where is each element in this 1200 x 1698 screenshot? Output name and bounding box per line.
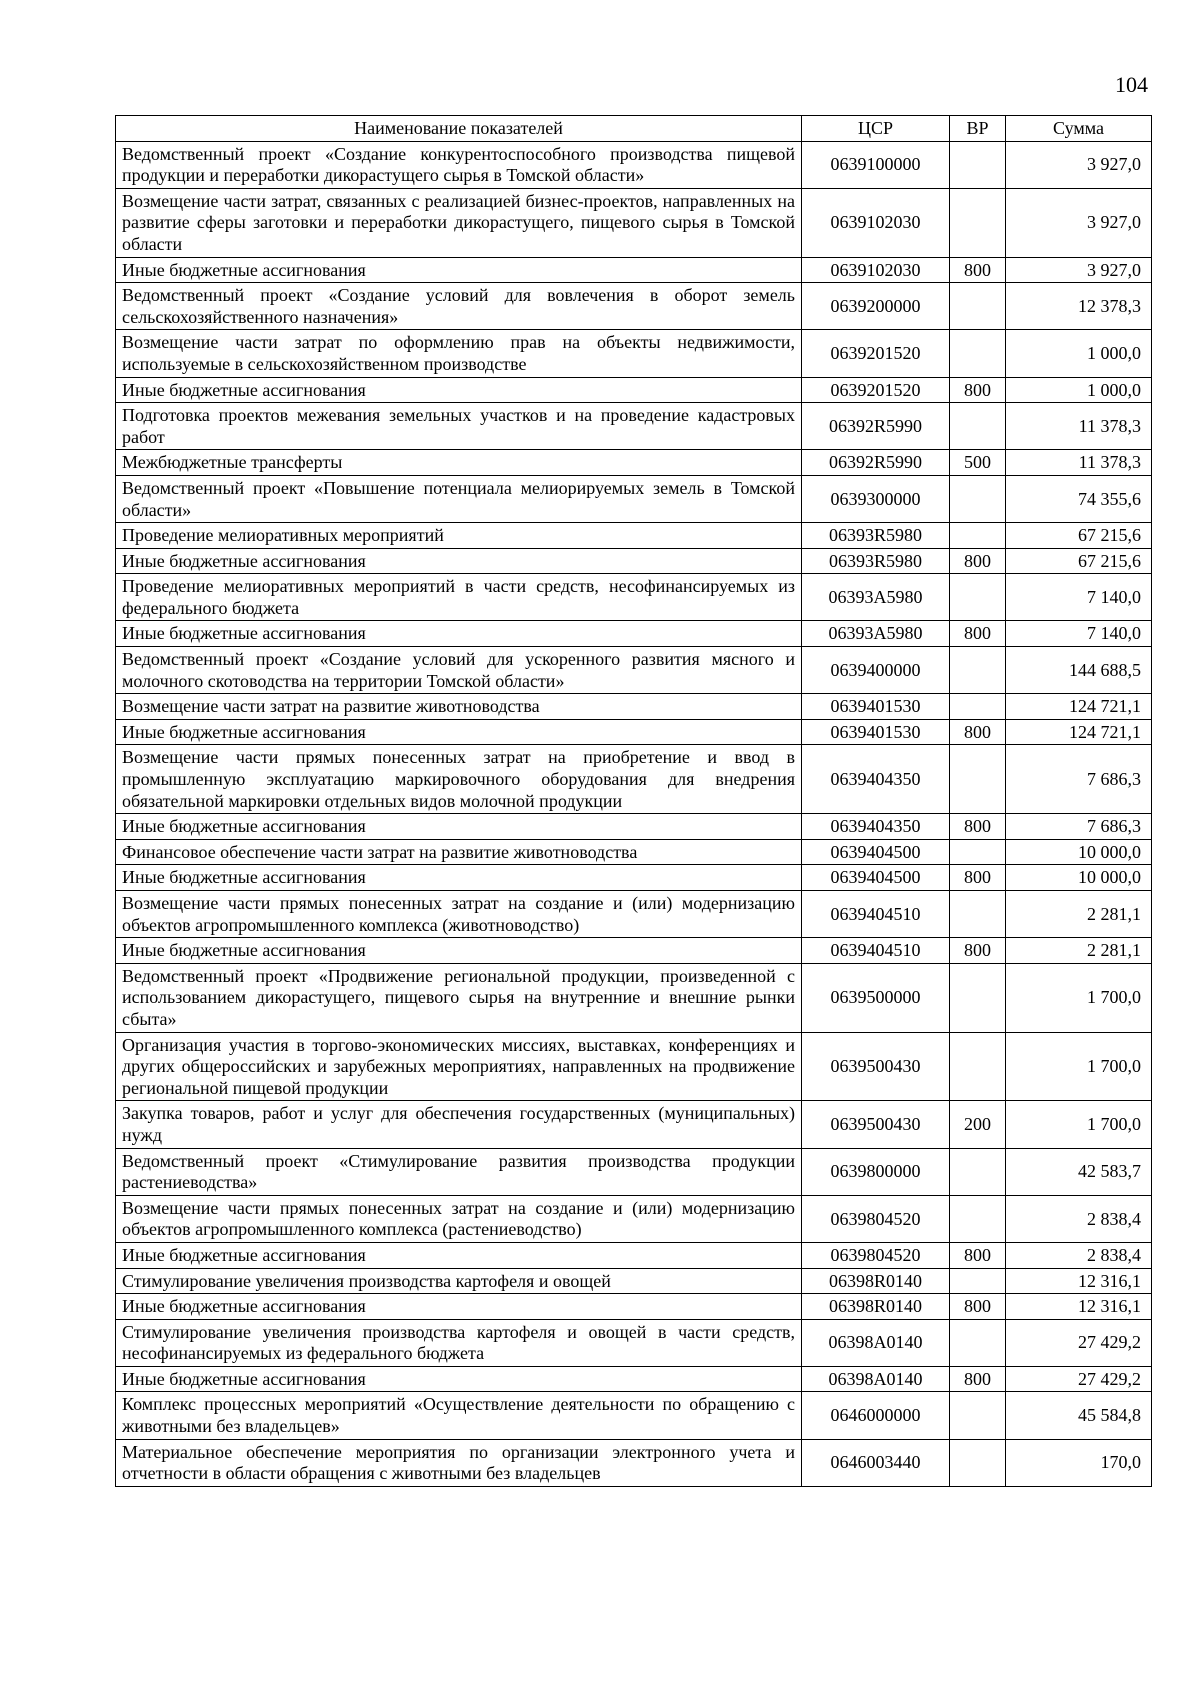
- header-sum: Сумма: [1006, 116, 1152, 142]
- row-sum-cell: 45 584,8: [1006, 1392, 1152, 1439]
- row-name-cell: Межбюджетные трансферты: [116, 450, 802, 476]
- row-name-cell: Финансовое обеспечение части затрат на развитие животноводства: [116, 839, 802, 865]
- row-name-cell: Стимулирование увеличения производства картофеля и овощей в части средств, несофинансируемых из федерального бюджета: [116, 1319, 802, 1366]
- table-row: [116, 865, 1152, 891]
- row-sum-cell: 42 583,7: [1006, 1148, 1152, 1195]
- row-vr-cell: 800: [950, 814, 1006, 840]
- row-csr-cell: 06392R5990: [802, 403, 950, 450]
- row-sum-cell: 2 281,1: [1006, 938, 1152, 964]
- row-sum-cell: 1 000,0: [1006, 377, 1152, 403]
- row-sum-cell: 74 355,6: [1006, 475, 1152, 522]
- table-row: [116, 963, 1152, 1032]
- row-vr-cell: [950, 1195, 1006, 1242]
- row-sum-cell: 3 927,0: [1006, 141, 1152, 188]
- row-vr-cell: [950, 647, 1006, 694]
- table-row: [116, 694, 1152, 720]
- row-sum-cell: 124 721,1: [1006, 719, 1152, 745]
- row-sum-cell: 27 429,2: [1006, 1366, 1152, 1392]
- row-csr-cell: 0639500430: [802, 1101, 950, 1148]
- table-row: [116, 814, 1152, 840]
- row-name-cell: Проведение мелиоративных мероприятий: [116, 523, 802, 549]
- row-vr-cell: 800: [950, 719, 1006, 745]
- table-row: [116, 1148, 1152, 1195]
- table-row: [116, 621, 1152, 647]
- table-row: [116, 257, 1152, 283]
- row-csr-cell: 0639100000: [802, 141, 950, 188]
- row-name-cell: Иные бюджетные ассигнования: [116, 257, 802, 283]
- row-name-cell: Материальное обеспечение мероприятия по организации электронного учета и отчетности в области обращения с животными без владельцев: [116, 1439, 802, 1486]
- row-name-cell: Организация участия в торгово-экономических миссиях, выставках, конференциях и других общероссийских и зарубежных мероприятиях, направленных на продвижение региональной пищевой продукции: [116, 1032, 802, 1101]
- row-vr-cell: [950, 403, 1006, 450]
- header-name: Наименование показателей: [116, 116, 802, 142]
- row-name-cell: Подготовка проектов межевания земельных участков и на проведение кадастровых работ: [116, 403, 802, 450]
- row-vr-cell: [950, 839, 1006, 865]
- row-sum-cell: 10 000,0: [1006, 839, 1152, 865]
- row-csr-cell: 0639201520: [802, 330, 950, 377]
- row-name-cell: Иные бюджетные ассигнования: [116, 621, 802, 647]
- row-sum-cell: 7 140,0: [1006, 574, 1152, 621]
- row-name-cell: Иные бюджетные ассигнования: [116, 1294, 802, 1320]
- row-sum-cell: 11 378,3: [1006, 403, 1152, 450]
- row-vr-cell: [950, 694, 1006, 720]
- row-vr-cell: 800: [950, 377, 1006, 403]
- table-row: [116, 188, 1152, 257]
- header-csr: ЦСР: [802, 116, 950, 142]
- row-vr-cell: [950, 1319, 1006, 1366]
- table-row: [116, 283, 1152, 330]
- row-csr-cell: 0639401530: [802, 719, 950, 745]
- table-row: [116, 450, 1152, 476]
- row-sum-cell: 7 686,3: [1006, 814, 1152, 840]
- row-sum-cell: 1 700,0: [1006, 963, 1152, 1032]
- row-sum-cell: 2 838,4: [1006, 1242, 1152, 1268]
- row-sum-cell: 7 140,0: [1006, 621, 1152, 647]
- row-sum-cell: 170,0: [1006, 1439, 1152, 1486]
- table-row: [116, 719, 1152, 745]
- row-sum-cell: 1 700,0: [1006, 1032, 1152, 1101]
- row-vr-cell: [950, 188, 1006, 257]
- row-name-cell: Ведомственный проект «Создание условий для вовлечения в оборот земель сельскохозяйственного назначения»: [116, 283, 802, 330]
- row-name-cell: Возмещение части прямых понесенных затрат на приобретение и ввод в промышленную эксплуатацию маркировочного оборудования для внедрения обязательной маркировки отдельных видов молочной продукции: [116, 745, 802, 814]
- row-vr-cell: 800: [950, 1242, 1006, 1268]
- row-csr-cell: 06392R5990: [802, 450, 950, 476]
- row-name-cell: Ведомственный проект «Создание условий для ускоренного развития мясного и молочного скотоводства на территории Томской области»: [116, 647, 802, 694]
- row-sum-cell: 12 316,1: [1006, 1294, 1152, 1320]
- row-sum-cell: 3 927,0: [1006, 257, 1152, 283]
- table-row: [116, 1268, 1152, 1294]
- table-row: [116, 330, 1152, 377]
- row-csr-cell: 0639400000: [802, 647, 950, 694]
- row-vr-cell: [950, 1268, 1006, 1294]
- row-name-cell: Возмещение части затрат по оформлению прав на объекты недвижимости, используемые в сельскохозяйственном производстве: [116, 330, 802, 377]
- row-sum-cell: 12 316,1: [1006, 1268, 1152, 1294]
- row-name-cell: Возмещение части прямых понесенных затрат на создание и (или) модернизацию объектов агропромышленного комплекса (животноводство): [116, 891, 802, 938]
- table-row: [116, 647, 1152, 694]
- table-row: [116, 891, 1152, 938]
- table-row: [116, 839, 1152, 865]
- row-csr-cell: 0639404500: [802, 865, 950, 891]
- table-row: [116, 1195, 1152, 1242]
- row-name-cell: Ведомственный проект «Стимулирование развития производства продукции растениеводства»: [116, 1148, 802, 1195]
- row-name-cell: Иные бюджетные ассигнования: [116, 1366, 802, 1392]
- row-csr-cell: 0639404510: [802, 938, 950, 964]
- row-csr-cell: 0646003440: [802, 1439, 950, 1486]
- row-name-cell: Ведомственный проект «Повышение потенциала мелиорируемых земель в Томской области»: [116, 475, 802, 522]
- row-csr-cell: 0639401530: [802, 694, 950, 720]
- row-csr-cell: 06398R0140: [802, 1268, 950, 1294]
- row-name-cell: Проведение мелиоративных мероприятий в части средств, несофинансируемых из федерального бюджета: [116, 574, 802, 621]
- row-sum-cell: 10 000,0: [1006, 865, 1152, 891]
- row-name-cell: Стимулирование увеличения производства картофеля и овощей: [116, 1268, 802, 1294]
- row-sum-cell: 67 215,6: [1006, 523, 1152, 549]
- row-vr-cell: 800: [950, 1366, 1006, 1392]
- table-row: [116, 475, 1152, 522]
- row-csr-cell: 06393A5980: [802, 574, 950, 621]
- table-header-row: [116, 116, 1152, 142]
- table-row: [116, 377, 1152, 403]
- table-row: [116, 1392, 1152, 1439]
- table-row: [116, 523, 1152, 549]
- page-number: 104: [1115, 72, 1148, 97]
- row-csr-cell: 0639102030: [802, 188, 950, 257]
- table-row: [116, 1319, 1152, 1366]
- table-row: [116, 574, 1152, 621]
- row-name-cell: Возмещение части затрат, связанных с реализацией бизнес-проектов, направленных на развитие сферы заготовки и переработки дикорастущего, пищевого сырья в Томской области: [116, 188, 802, 257]
- row-sum-cell: 12 378,3: [1006, 283, 1152, 330]
- row-csr-cell: 0639404500: [802, 839, 950, 865]
- row-csr-cell: 0639404350: [802, 745, 950, 814]
- row-name-cell: Иные бюджетные ассигнования: [116, 548, 802, 574]
- row-vr-cell: 800: [950, 621, 1006, 647]
- row-sum-cell: 27 429,2: [1006, 1319, 1152, 1366]
- table-row: [116, 141, 1152, 188]
- table-row: [116, 1366, 1152, 1392]
- row-sum-cell: 11 378,3: [1006, 450, 1152, 476]
- row-csr-cell: 06398A0140: [802, 1366, 950, 1392]
- row-sum-cell: 144 688,5: [1006, 647, 1152, 694]
- row-vr-cell: [950, 745, 1006, 814]
- row-vr-cell: [950, 1392, 1006, 1439]
- row-sum-cell: 67 215,6: [1006, 548, 1152, 574]
- budget-table: [115, 115, 1152, 1487]
- row-name-cell: Комплекс процессных мероприятий «Осуществление деятельности по обращению с животными без владельцев»: [116, 1392, 802, 1439]
- row-vr-cell: 800: [950, 257, 1006, 283]
- row-vr-cell: [950, 1032, 1006, 1101]
- row-sum-cell: 2 838,4: [1006, 1195, 1152, 1242]
- row-vr-cell: [950, 141, 1006, 188]
- row-vr-cell: 800: [950, 865, 1006, 891]
- table-row: [116, 403, 1152, 450]
- row-vr-cell: 200: [950, 1101, 1006, 1148]
- row-sum-cell: 1 700,0: [1006, 1101, 1152, 1148]
- table-row: [116, 1439, 1152, 1486]
- row-vr-cell: [950, 475, 1006, 522]
- table-row: [116, 745, 1152, 814]
- row-vr-cell: 800: [950, 548, 1006, 574]
- row-vr-cell: [950, 283, 1006, 330]
- row-name-cell: Закупка товаров, работ и услуг для обеспечения государственных (муниципальных) нужд: [116, 1101, 802, 1148]
- row-vr-cell: 800: [950, 938, 1006, 964]
- row-csr-cell: 06398R0140: [802, 1294, 950, 1320]
- row-csr-cell: 0639500000: [802, 963, 950, 1032]
- row-name-cell: Ведомственный проект «Создание конкурентоспособного производства пищевой продукции и переработки дикорастущего сырья в Томской области»: [116, 141, 802, 188]
- row-sum-cell: 2 281,1: [1006, 891, 1152, 938]
- row-csr-cell: 06393A5980: [802, 621, 950, 647]
- row-vr-cell: [950, 330, 1006, 377]
- row-csr-cell: 0639102030: [802, 257, 950, 283]
- row-name-cell: Ведомственный проект «Продвижение региональной продукции, произведенной с использованием дикорастущего, пищевого сырья на внутренние и внешние рынки сбыта»: [116, 963, 802, 1032]
- row-csr-cell: 0639404350: [802, 814, 950, 840]
- table-row: [116, 1032, 1152, 1101]
- row-vr-cell: [950, 523, 1006, 549]
- row-name-cell: Возмещение части прямых понесенных затрат на создание и (или) модернизацию объектов агропромышленного комплекса (растениеводство): [116, 1195, 802, 1242]
- row-csr-cell: 06393R5980: [802, 523, 950, 549]
- table-row: [116, 938, 1152, 964]
- table-row: [116, 1242, 1152, 1268]
- row-csr-cell: 0639804520: [802, 1242, 950, 1268]
- row-csr-cell: 0639201520: [802, 377, 950, 403]
- table-row: [116, 1294, 1152, 1320]
- row-csr-cell: 0639800000: [802, 1148, 950, 1195]
- row-vr-cell: [950, 1148, 1006, 1195]
- row-name-cell: Иные бюджетные ассигнования: [116, 865, 802, 891]
- row-vr-cell: 500: [950, 450, 1006, 476]
- row-sum-cell: 124 721,1: [1006, 694, 1152, 720]
- row-csr-cell: 0639200000: [802, 283, 950, 330]
- row-name-cell: Иные бюджетные ассигнования: [116, 719, 802, 745]
- table-row: [116, 548, 1152, 574]
- row-vr-cell: [950, 574, 1006, 621]
- row-csr-cell: 0639804520: [802, 1195, 950, 1242]
- row-vr-cell: [950, 891, 1006, 938]
- header-vr: ВР: [950, 116, 1006, 142]
- row-sum-cell: 1 000,0: [1006, 330, 1152, 377]
- row-csr-cell: 0639500430: [802, 1032, 950, 1101]
- row-csr-cell: 0639404510: [802, 891, 950, 938]
- row-csr-cell: 06398A0140: [802, 1319, 950, 1366]
- row-csr-cell: 0639300000: [802, 475, 950, 522]
- row-vr-cell: 800: [950, 1294, 1006, 1320]
- row-csr-cell: 06393R5980: [802, 548, 950, 574]
- row-name-cell: Иные бюджетные ассигнования: [116, 377, 802, 403]
- row-name-cell: Иные бюджетные ассигнования: [116, 814, 802, 840]
- table-row: [116, 1101, 1152, 1148]
- row-name-cell: Иные бюджетные ассигнования: [116, 1242, 802, 1268]
- row-vr-cell: [950, 1439, 1006, 1486]
- row-csr-cell: 0646000000: [802, 1392, 950, 1439]
- row-name-cell: Иные бюджетные ассигнования: [116, 938, 802, 964]
- row-vr-cell: [950, 963, 1006, 1032]
- row-sum-cell: 7 686,3: [1006, 745, 1152, 814]
- row-sum-cell: 3 927,0: [1006, 188, 1152, 257]
- row-name-cell: Возмещение части затрат на развитие животноводства: [116, 694, 802, 720]
